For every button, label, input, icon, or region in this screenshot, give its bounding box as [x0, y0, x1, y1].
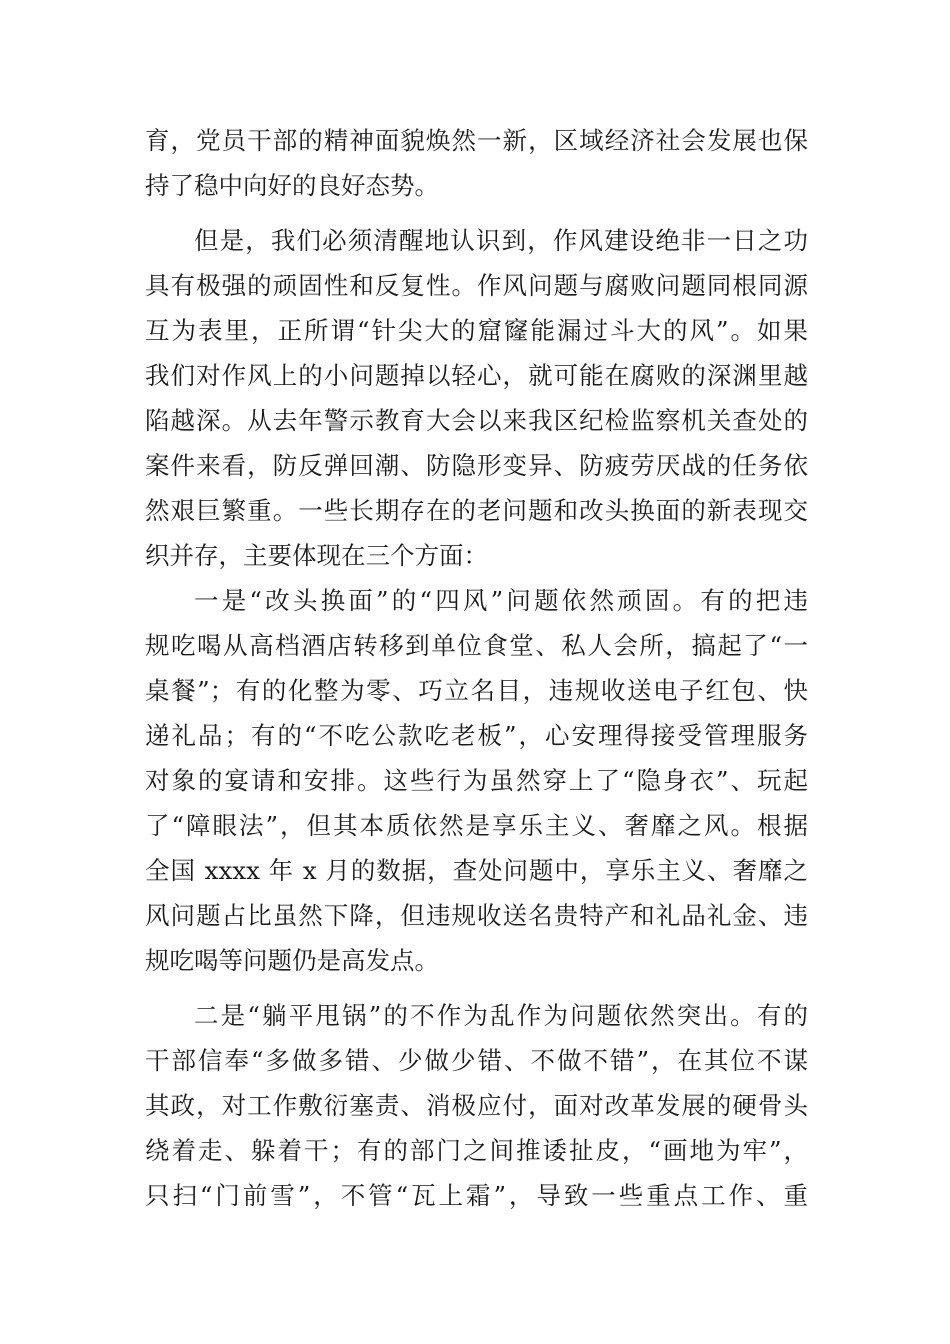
text-line: 递礼品；有的“不吃公款吃老板”，心安理得接受管理服务	[145, 721, 808, 750]
text-line: 全国 xxxx 年 x 月的数据，查处问题中，享乐主义、奢靡之	[145, 856, 808, 885]
text-line: 绕着走、躲着干；有的部门之间推诿扯皮，“画地为牢”，	[145, 1136, 808, 1165]
text-line: 桌餐”；有的化整为零、巧立名目，违规收送电子红包、快	[145, 676, 808, 705]
text-line: 规吃喝等问题仍是高发点。	[145, 946, 439, 975]
text-line: 持了稳中向好的良好态势。	[145, 171, 439, 200]
text-line: 互为表里，正所谓“针尖大的窟窿能漏过斗大的风”。如果	[145, 316, 808, 345]
text-line: 二是“躺平甩锅”的不作为乱作为问题依然突出。有的	[194, 1001, 808, 1030]
text-line: 育，党员干部的精神面貌焕然一新，区域经济社会发展也保	[145, 126, 808, 155]
text-line: 对象的宴请和安排。这些行为虽然穿上了“隐身衣”、玩起	[145, 766, 808, 795]
text-line: 一是“改头换面”的“四风”问题依然顽固。有的把违	[194, 586, 808, 615]
text-line: 我们对作风上的小问题掉以轻心，就可能在腐败的深渊里越	[145, 361, 808, 390]
paragraph-1	[145, 118, 808, 208]
text-line: 其政，对工作敷衍塞责、消极应付，面对改革发展的硬骨头	[145, 1091, 808, 1120]
text-line: 陷越深。从去年警示教育大会以来我区纪检监察机关查处的	[145, 406, 808, 435]
text-line: 风问题占比虽然下降，但违规收送名贵特产和礼品礼金、违	[145, 901, 808, 930]
text-line: 具有极强的顽固性和反复性。作风问题与腐败问题同根同源	[145, 271, 808, 300]
text-line: 织并存，主要体现在三个方面：	[145, 541, 488, 570]
text-line: 只扫“门前雪”，不管“瓦上霜”，导致一些重点工作、重	[145, 1181, 808, 1210]
paragraph-2	[145, 218, 808, 578]
text-line: 了“障眼法”，但其本质依然是享乐主义、奢靡之风。根据	[145, 811, 808, 840]
text-line: 然艰巨繁重。一些长期存在的老问题和改头换面的新表现交	[145, 496, 808, 525]
text-line: 干部信奉“多做多错、少做少错、不做不错”，在其位不谋	[145, 1046, 808, 1075]
text-line: 规吃喝从高档酒店转移到单位食堂、私人会所，搞起了“一	[145, 631, 808, 660]
text-line: 但是，我们必须清醒地认识到，作风建设绝非一日之功	[194, 226, 808, 255]
text-line: 案件来看，防反弹回潮、防隐形变异、防疲劳厌战的任务依	[145, 451, 808, 480]
paragraph-3	[145, 578, 808, 983]
paragraph-4	[145, 993, 808, 1218]
body-text	[145, 118, 808, 1218]
